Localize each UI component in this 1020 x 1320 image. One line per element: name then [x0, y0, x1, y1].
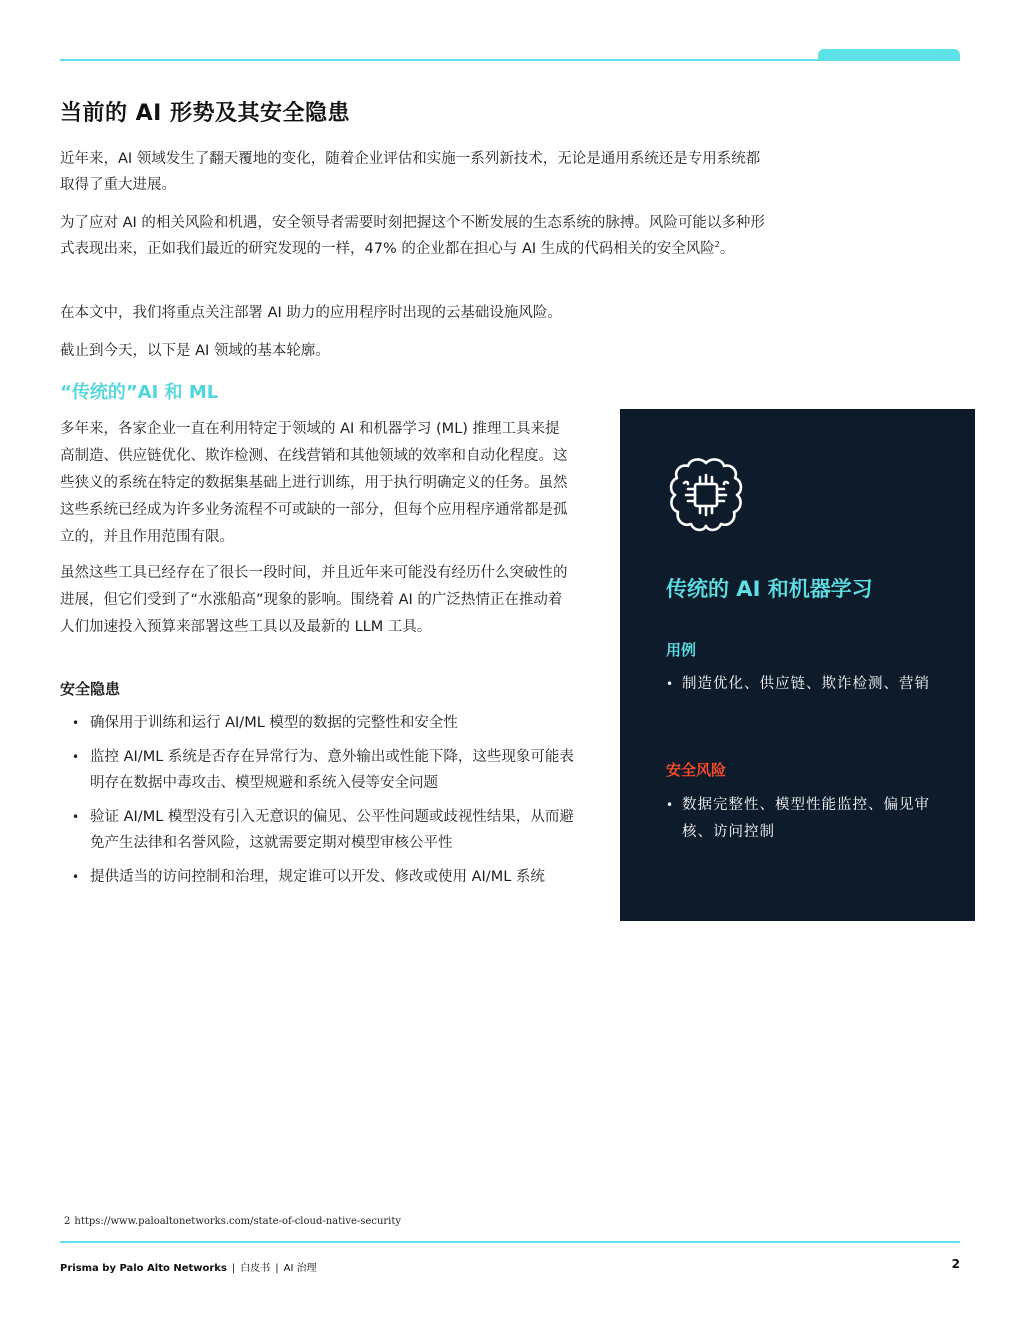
brain-chip-icon: [664, 453, 748, 537]
section-paragraph-2: 虽然这些工具已经存在了很长一段时间，并且近年来可能没有经历什么突破性的进展，但它们受到了“水涨船高”现象的影响。围绕着 AI 的广泛热情正在推动着人们加速投入预算来部署这些工具以及最新的 LLM 工具。: [60, 565, 568, 635]
intro-paragraph-2: 为了应对 AI 的相关风险和机遇，安全领导者需要时刻把握这个不断发展的生态系统的脉搏。风险可能以多种形式表现出来，正如我们最近的研究发现的一样，47% 的企业都在担心与 AI 生成的代码相关的安全风险$^2$。: [60, 215, 765, 257]
footnote-link[interactable]: https://www.paloaltonetworks.com/state-of-cloud-native-security: [74, 1216, 402, 1227]
security-bullet-list: [72, 710, 577, 898]
bullet-icon: •: [72, 750, 80, 764]
footer-doc-type: 白皮书: [240, 1263, 271, 1274]
footer-separator: |: [231, 1263, 236, 1274]
footer-rule: [60, 1241, 960, 1243]
footer-info: [60, 1259, 317, 1274]
bullet-icon: •: [666, 798, 675, 812]
list-item: • 验证 AI/ML 模型没有引入无意识的偏见、公平性问题或歧视性结果，从而避免产生法律和名誉风险，这就需要定期对模型审核公平性: [72, 804, 577, 856]
intro-paragraph-1: 近年来，AI 领域发生了翻天覆地的变化，随着企业评估和实施一系列新技术，无论是通用系统还是专用系统都取得了重大进展。: [60, 151, 761, 193]
sidebar-title: 传统的 AI 和机器学习: [666, 577, 873, 601]
bullet-icon: •: [72, 870, 80, 884]
footnote-number: 2: [64, 1216, 71, 1227]
footnote-ref[interactable]: 2: [714, 240, 720, 250]
footnote: [64, 1216, 401, 1227]
sidebar-callout: [620, 409, 975, 921]
bullet-icon: •: [666, 677, 675, 691]
footer-brand: Prisma by Palo Alto Networks: [60, 1263, 227, 1274]
list-item: • 监控 AI/ML 系统是否存在异常行为、意外输出或性能下降，这些现象可能表明存在数据中毒攻击、模型规避和系统入侵等安全问题: [72, 744, 577, 796]
page-number: 2: [951, 1257, 960, 1271]
list-item: • 提供适当的访问控制和治理，规定谁可以开发、修改或使用 AI/ML 系统: [72, 864, 577, 890]
footer-topic: AI 治理: [283, 1263, 317, 1274]
intro-paragraph-3: 在本文中，我们将重点关注部署 AI 助力的应用程序时出现的云基础设施风险。: [60, 305, 562, 321]
security-subheading: 安全隐患: [60, 680, 121, 698]
use-case-item: • 制造优化、供应链、欺诈检测、营销: [666, 671, 952, 698]
list-item: • 确保用于训练和运行 AI/ML 模型的数据的完整性和安全性: [72, 710, 577, 736]
section-heading: “传统的”AI 和 ML: [60, 382, 219, 403]
bullet-icon: •: [72, 810, 80, 824]
intro-paragraph-4: 截止到今天，以下是 AI 领域的基本轮廓。: [60, 343, 330, 359]
page-title: 当前的 AI 形势及其安全隐患: [60, 101, 351, 126]
section-paragraph-1: 多年来，各家企业一直在利用特定于领域的 AI 和机器学习 (ML) 推理工具来提高制造、供应链优化、欺诈检测、在线营销和其他领域的效率和自动化程度。这些狭义的系统在特定的数据集基础上进行训练，用于执行明确定义的任务。虽然这些系统已经成为许多业务流程不可或缺的一部分，但每个应用程序通常都是孤立的，并且作用范围有限。: [60, 421, 568, 545]
header-rule: [60, 59, 960, 61]
bullet-icon: •: [72, 716, 80, 730]
security-risk-item: • 数据完整性、模型性能监控、偏见审核、访问控制: [666, 792, 952, 846]
use-case-label: 用例: [666, 641, 697, 659]
footer-separator: |: [275, 1263, 279, 1274]
security-risk-label: 安全风险: [666, 761, 727, 779]
